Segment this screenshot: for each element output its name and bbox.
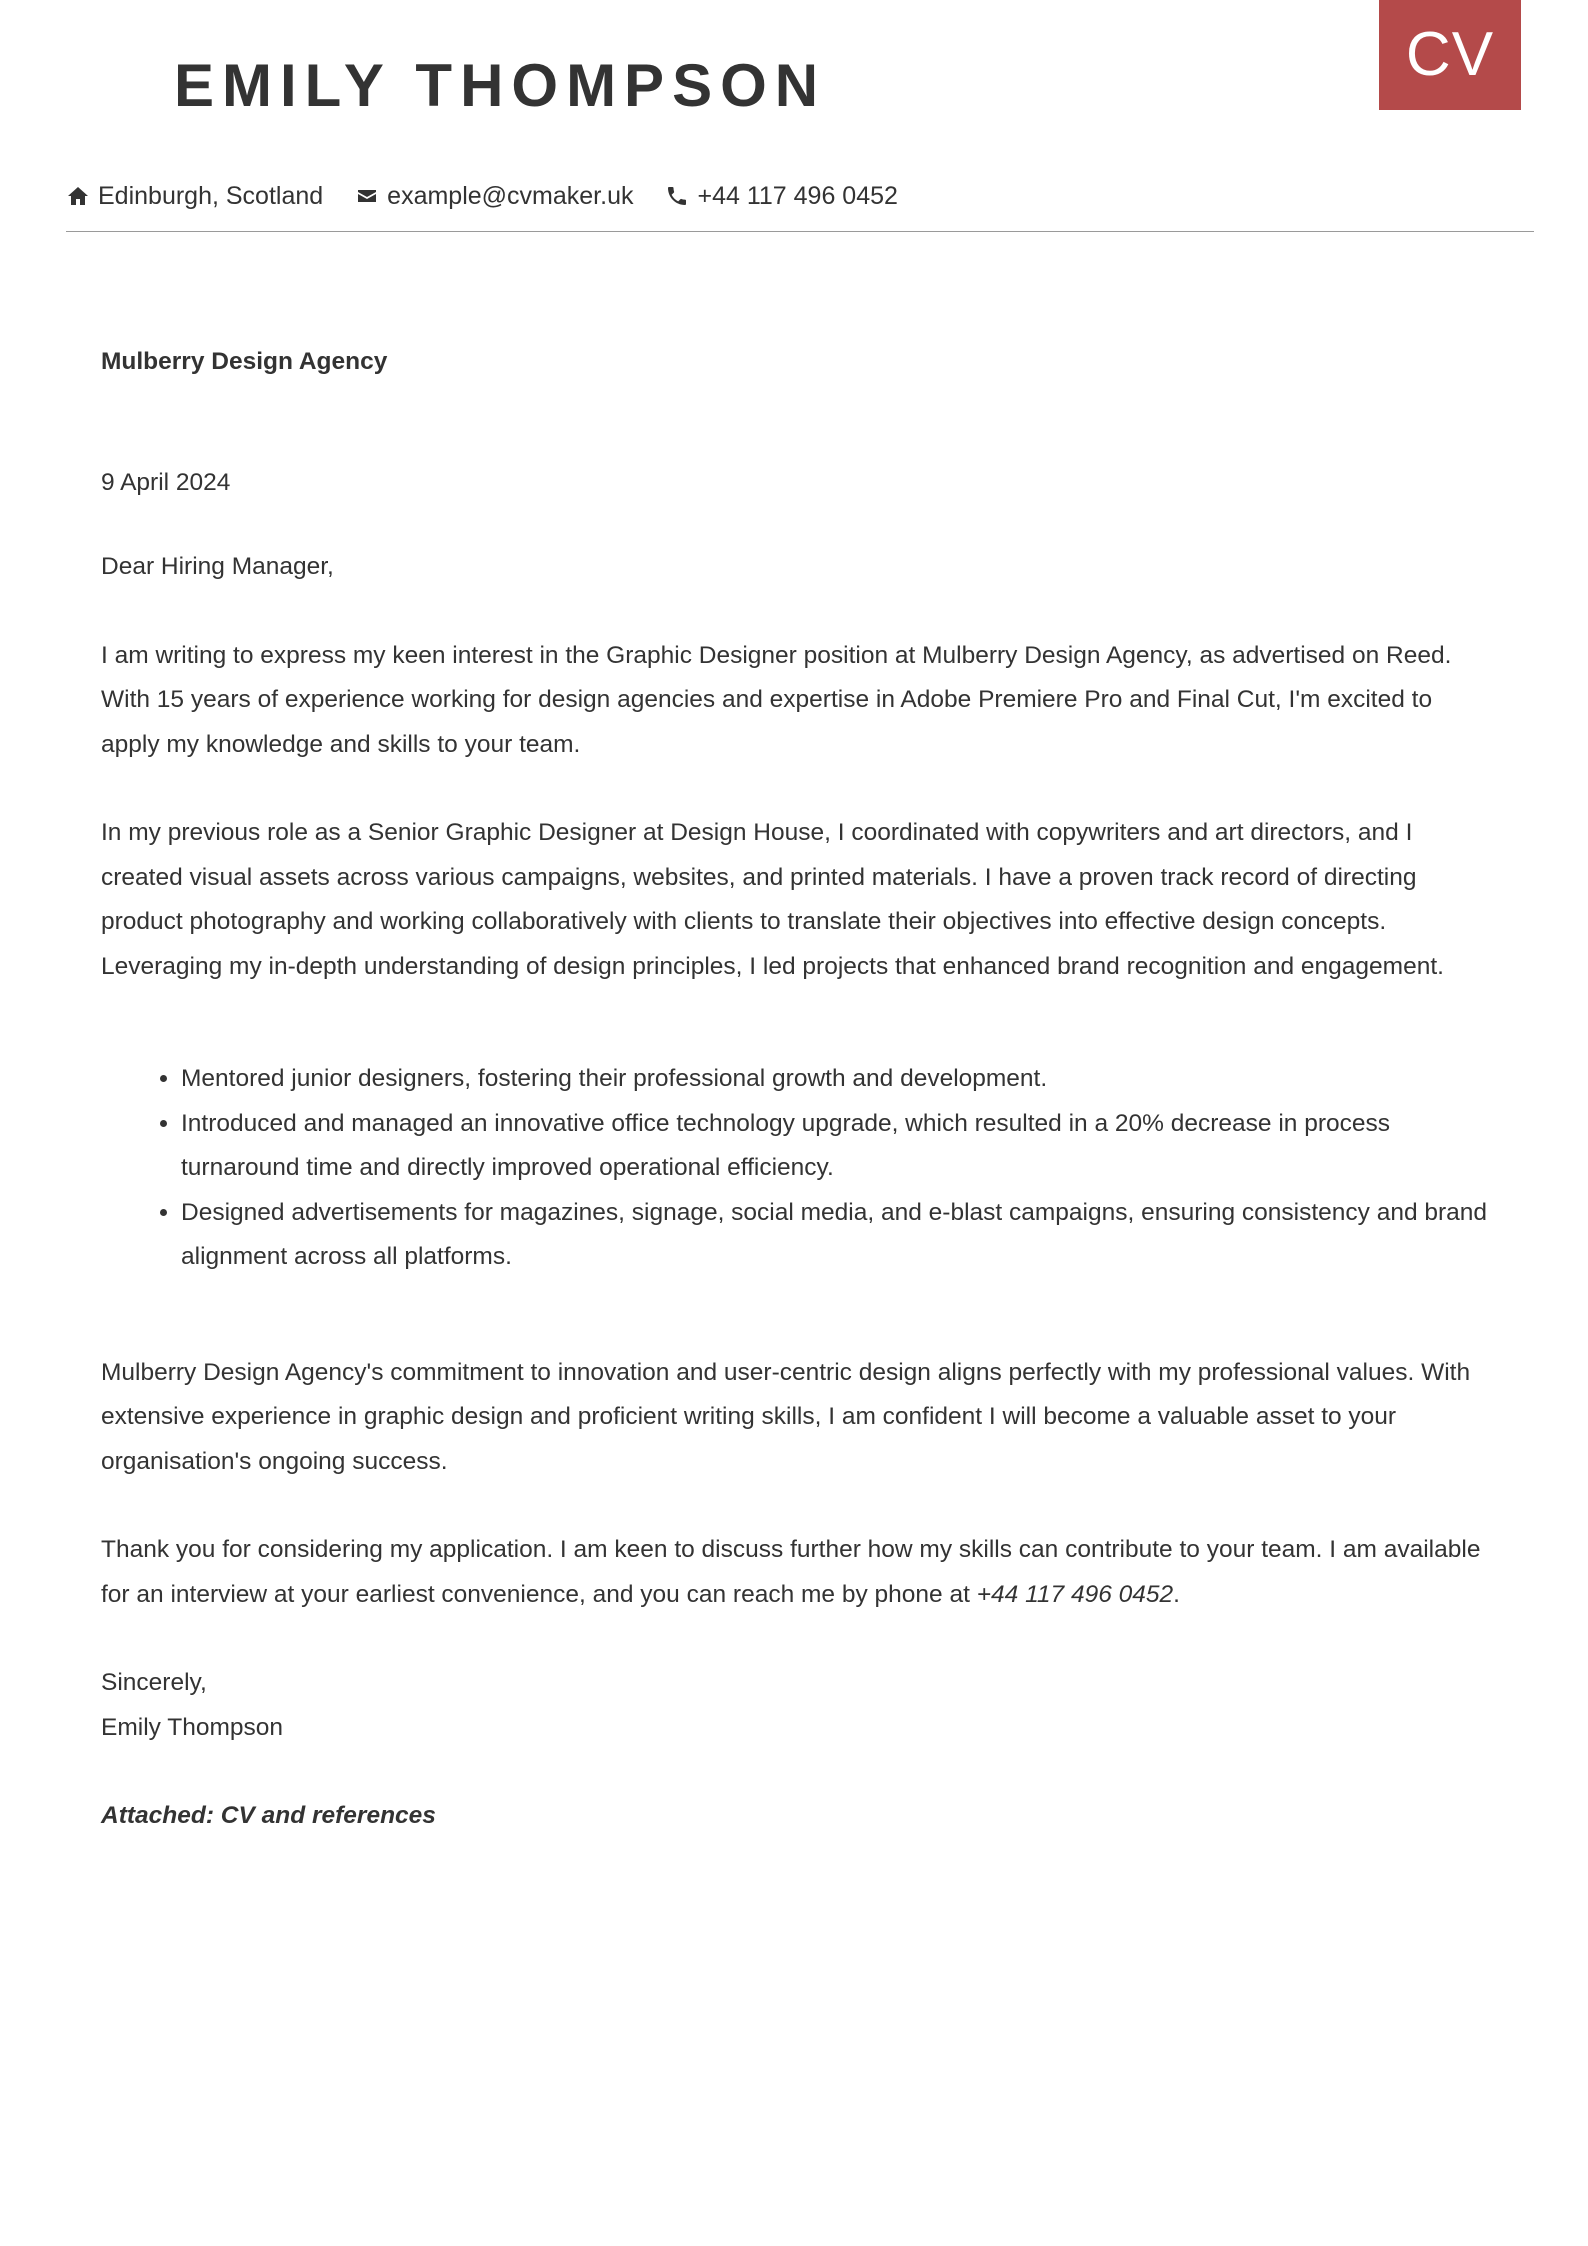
letter-date: 9 April 2024	[101, 468, 231, 496]
recipient: Mulberry Design Agency	[101, 348, 388, 375]
closing-period: .	[1173, 1580, 1180, 1608]
letter-body	[101, 340, 1491, 1839]
salutation: Dear Hiring Manager,	[101, 553, 334, 580]
header-divider	[66, 231, 1534, 232]
email-text[interactable]: example@cvmaker.uk	[387, 181, 634, 210]
closing-text: Thank you for considering my application. I am keen to discuss further how my skills can contribute to your team. I am available for an interview at your earliest convenience, and you can reach me by phone at	[101, 1536, 1481, 1608]
contact-email[interactable]	[355, 182, 633, 211]
paragraph-experience: In my previous role as a Senior Graphic Designer at Design House, I coordinated with copywriters and art directors, and I created visual assets across various campaigns, websites, and printed materials. I have a proven track record of directing product photography and working collaboratively with clients to translate their objectives into effective design concepts. Leveraging my in-depth understanding of design principles, I led projects that enhanced brand recognition and engagement.	[101, 819, 1444, 980]
phone-text[interactable]: +44 117 496 0452	[697, 181, 898, 210]
list-item: • Designed advertisements for magazines, signage, social media, and e-blast campaigns, ensuring consistency and brand alignment across all platforms.	[181, 1191, 1491, 1280]
cv-badge: CV	[1379, 0, 1521, 110]
paragraph-motivation: Mulberry Design Agency's commitment to innovation and user-centric design aligns perfectly with my professional values. With extensive experience in graphic design and proficient writing skills, I am confident I will become a valuable asset to your organisation's ongoing success.	[101, 1358, 1471, 1475]
contact-location	[66, 182, 323, 211]
paragraph-intro: I am writing to express my keen interest in the Graphic Designer position at Mulberry Design Agency, as advertised on Reed. With 15 years of experience working for design agencies and expertise in Adobe Premiere Pro and Final Cut, I'm excited to apply my knowledge and skills to your team.	[101, 641, 1452, 758]
home-icon	[66, 184, 90, 208]
valediction: Sincerely,	[101, 1669, 207, 1696]
mail-icon	[355, 184, 379, 208]
closing-phone: +44 117 496 0452	[976, 1580, 1174, 1608]
list-item: • Introduced and managed an innovative office technology upgrade, which resulted in a 20% decrease in process turnaround time and directly improved operational efficiency.	[181, 1102, 1491, 1191]
contact-bar	[66, 176, 930, 216]
location-text: Edinburgh, Scotland	[98, 181, 324, 210]
phone-icon	[665, 184, 689, 208]
achievements-list	[101, 1057, 1491, 1280]
contact-phone[interactable]	[665, 182, 897, 211]
applicant-name: EMILY THOMPSON	[174, 52, 827, 119]
signature-name: Emily Thompson	[101, 1713, 284, 1741]
attachments-note: Attached: CV and references	[101, 1802, 436, 1829]
list-item: • Mentored junior designers, fostering their professional growth and development.	[181, 1057, 1491, 1102]
paragraph-closing	[101, 1528, 1491, 1617]
